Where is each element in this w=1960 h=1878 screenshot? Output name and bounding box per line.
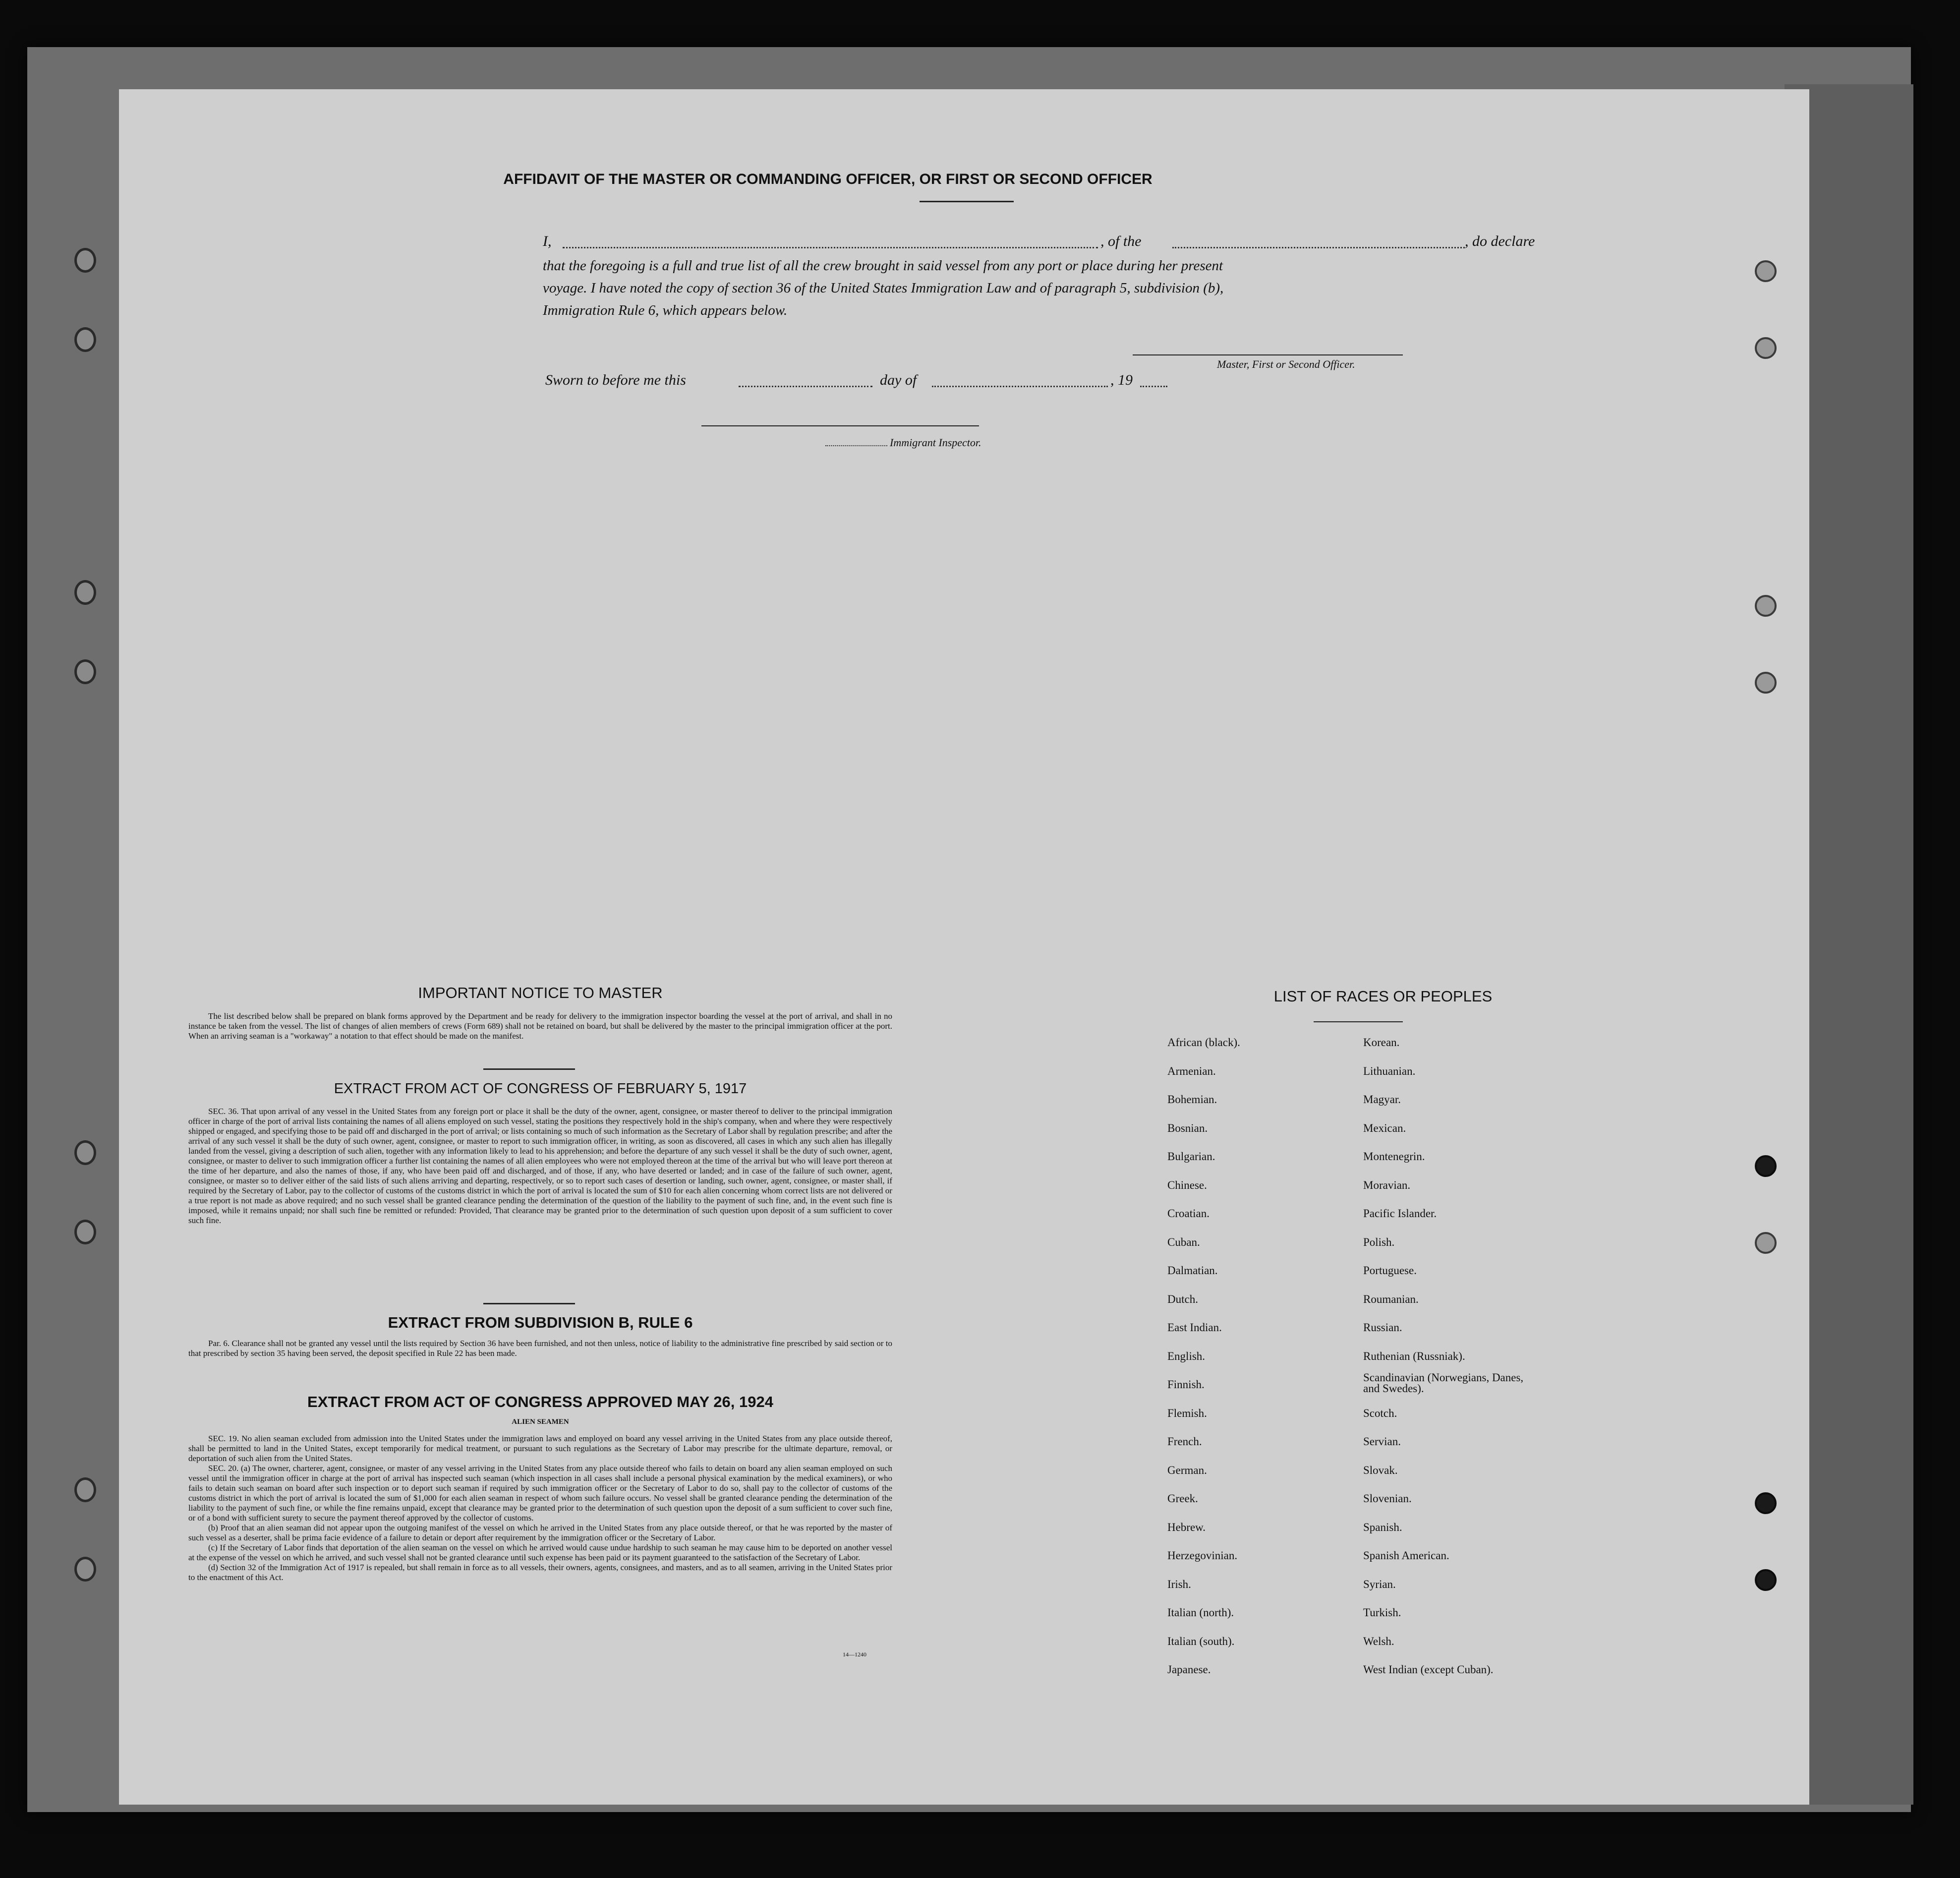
- alien-seamen-subtitle: ALIEN SEAMEN: [512, 1418, 569, 1426]
- sec-20d-paragraph: (d) Section 32 of the Immigration Act of 1917 is repealed, but shall remain in force as to all vessels, their owners, agents, consignees, and masters, and as to all seamen, arriving in the United States prior to the enactment of this Act.: [188, 1563, 892, 1582]
- race-item: Spanish.: [1363, 1521, 1402, 1533]
- binder-hole: [74, 327, 96, 352]
- race-item: Portuguese.: [1363, 1264, 1417, 1277]
- document-page: [119, 89, 1809, 1805]
- race-item: Russian.: [1363, 1321, 1402, 1334]
- race-item: Montenegrin.: [1363, 1150, 1425, 1163]
- race-item: Scandinavian (Norwegians, Danes, and Swedes).: [1363, 1371, 1524, 1395]
- notice-paragraph: The list described below shall be prepared on blank forms approved by the Department and be ready for delivery to the immigration inspector boarding the vessel at the port of arrival, and shall in no instance be taken from the vessel. The list of changes of alien members of crews (Form 689) shall not be retained on board, but shall be delivered by the master to the principal immigration officer at the port. When an arriving seaman is a "workaway" a notation to that effect should be made on the manifest.: [188, 1011, 892, 1041]
- par-6-paragraph: Par. 6. Clearance shall not be granted any vessel until the lists required by Section 36 have been furnished, and not then unless, notice of liability to the administrative fine prescribed by said section or to that prescribed by section 35 having been served, the deposit specified in Rule 22 has been made.: [188, 1339, 892, 1358]
- race-item: Herzegovinian.: [1167, 1549, 1238, 1562]
- race-item: East Indian.: [1167, 1321, 1222, 1334]
- form-number: 14—1240: [843, 1651, 866, 1658]
- inspector-signature-line[interactable]: [701, 425, 979, 426]
- race-item: Magyar.: [1363, 1093, 1401, 1106]
- sworn-month-line[interactable]: [932, 386, 1108, 387]
- race-item: Scotch.: [1363, 1407, 1397, 1419]
- sworn-label: Sworn to before me this: [545, 372, 686, 388]
- punch-hole: [1755, 1569, 1777, 1591]
- affidavit-line-2: that the foregoing is a full and true list of all the crew brought in said vessel from any port or place during her present: [543, 258, 1223, 274]
- sec-20b-paragraph: (b) Proof that an alien seaman did not appear upon the outgoing manifest of the vessel on which he arrived in the United States from any place outside thereof, or that he was reported by the master of such vessel as a deserter, shall be prima facie evidence of a failure to detain or deport after requirement by the immigration officer or the Secretary of Labor.: [188, 1523, 892, 1542]
- race-item: Syrian.: [1363, 1578, 1396, 1590]
- race-item: Dalmatian.: [1167, 1264, 1218, 1277]
- race-item: Bohemian.: [1167, 1093, 1217, 1106]
- race-item: Moravian.: [1363, 1178, 1411, 1191]
- race-item: Roumanian.: [1363, 1292, 1419, 1305]
- race-item: Flemish.: [1167, 1407, 1207, 1419]
- sworn-day-line[interactable]: [739, 386, 872, 387]
- race-item: Croatian.: [1167, 1207, 1210, 1220]
- punch-hole: [1755, 1492, 1777, 1514]
- binder-hole: [74, 1220, 96, 1244]
- master-signature-label: Master, First or Second Officer.: [1217, 358, 1355, 370]
- race-item: French.: [1167, 1435, 1202, 1448]
- binder-hole: [74, 659, 96, 684]
- race-item: Bulgarian.: [1167, 1150, 1215, 1163]
- affidavit-line-3: voyage. I have noted the copy of section 36 of the United States Immigration Law and of paragraph 5, subdivision (b),: [543, 280, 1224, 296]
- master-signature-line[interactable]: [1133, 354, 1403, 355]
- sworn-year-line[interactable]: [1140, 386, 1167, 387]
- punch-hole: [1755, 595, 1777, 617]
- day-of-label: day of: [880, 372, 917, 388]
- extract-rule6-text: [188, 1339, 892, 1358]
- race-item: African (black).: [1167, 1036, 1240, 1049]
- inspector-label: Immigrant Inspector.: [890, 436, 981, 449]
- race-item: Irish.: [1167, 1578, 1191, 1590]
- race-item: Armenian.: [1167, 1064, 1216, 1077]
- race-item: Bosnian.: [1167, 1121, 1208, 1134]
- punch-hole: [1755, 672, 1777, 694]
- sec-19-paragraph: SEC. 19. No alien seaman excluded from admission into the United States under the immigration laws and employed on board any vessel arriving in the United States from any place outside thereof, shall be permitted to land in the United States, except temporarily for medical treatment, or pursuant to such regulations as the Secretary of Labor may prescribe for the ultimate departure, removal, or deportation of such alien from the United States.: [188, 1434, 892, 1463]
- sec-20a-paragraph: SEC. 20. (a) The owner, charterer, agent, consignee, or master of any vessel arriving in the United States from any place outside thereof who fails to detain on board any alien seaman employed on such vessel until the immigration officer in charge at the port of arrival has inspected such seaman (which inspection in all cases shall include a personal physical examination by the medical examiners), or who fails to detain such seaman on board after such inspection or to deport such seaman if required by such immigration officer or the Secretary of Labor to do so, shall pay to the collector of customs of the customs district in which the port of arrival is located the sum of $1,000 for each alien seaman in respect of whom such failure occurs. No vessel shall be granted clearance pending the determination of the liability to the payment of such fine, or while the fine remains unpaid, except that clearance may be granted prior to the determination of such question upon the deposit of a sum sufficient to cover such fine, or of a bond with sufficient surety to secure the payment thereof approved by the collector of customs.: [188, 1464, 892, 1523]
- sec-20c-paragraph: (c) If the Secretary of Labor finds that deportation of the alien seaman on the vessel on which he arrived would cause undue hardship to such seaman he may cause him to be deported on another vessel at the expense of the vessel on which he arrived, and such vessel shall not be granted clearance until such expense has been paid or its payment guaranteed to the satisfaction of the Secretary of Labor.: [188, 1543, 892, 1562]
- punch-hole: [1755, 337, 1777, 359]
- race-item: Ruthenian (Russniak).: [1363, 1350, 1465, 1362]
- races-column-2: [1363, 1036, 1571, 1780]
- race-item: Finnish.: [1167, 1378, 1205, 1391]
- vessel-line[interactable]: [1172, 247, 1465, 248]
- affidavit-do-declare: , do declare: [1465, 233, 1535, 249]
- race-item: Polish.: [1363, 1235, 1395, 1248]
- race-item: Turkish.: [1363, 1606, 1401, 1619]
- notice-text: [188, 1011, 892, 1041]
- race-item: Italian (south).: [1167, 1635, 1235, 1647]
- binder-hole: [74, 1557, 96, 1582]
- sec-36-paragraph: SEC. 36. That upon arrival of any vessel in the United States from any foreign port or place it shall be the duty of the owner, agent, consignee, or master thereof to deliver to the principal immigration officer in charge of the port of arrival lists containing the names of all aliens employed on such vessel, stating the positions they respectively hold in the ship's company, when and where they were respectively shipped or engaged, and specifying those to be paid off and discharged in the port of arrival; or lists containing so much of such information as the Secretary of Labor shall by regulation prescribe; and after the arrival of any such vessel it shall be the duty of such owner, agent, consignee, or master to report to such immigration officer, in writing, as soon as discovered, all cases in which any such alien has illegally landed from the vessel, giving a description of such alien, together with any information likely to lead to his apprehension; and before the departure of any such vessel it shall be the duty of such owner, agent, consignee, or master to deliver to such immigration officer a further list containing the names of all alien employees who were not employed thereon at the time of the arrival but who will leave port thereon at the time of her departure, and also the names of those, if any, who have been paid off and discharged, and of those, if any, who have deserted or landed; and in case of the failure of such owner, agent, consignee, or master so to deliver either of the said lists of such aliens arriving and departing, respectively, or so to report such cases of desertion or landing, such owner, agent, consignee, or master shall, if required by the Secretary of Labor, pay to the collector of customs of the customs district in which the port of arrival is located the sum of $10 for each alien concerning whom correct lists are not delivered or a true report is not made as above required; and no such vessel shall be granted clearance pending the determination of the question of the liability to the payment of such fine, and, in the event such fine is imposed, while it remains unpaid; nor shall such fine be remitted or refunded: Provided, That clearance may be granted prior to the determination of such question upon deposit of a sum sufficient to cover such fine.: [188, 1107, 892, 1225]
- race-item: Lithuanian.: [1363, 1064, 1416, 1077]
- race-item: Mexican.: [1363, 1121, 1406, 1134]
- year-label: , 19: [1110, 372, 1133, 388]
- inspector-dotted-line: [825, 445, 887, 446]
- extract-1917-text: [188, 1107, 892, 1226]
- races-column-1: [1167, 1036, 1356, 1780]
- race-item: Japanese.: [1167, 1663, 1211, 1676]
- race-item: English.: [1167, 1350, 1206, 1362]
- punch-hole: [1755, 1155, 1777, 1177]
- punch-hole: [1755, 260, 1777, 282]
- notice-title: IMPORTANT NOTICE TO MASTER: [418, 984, 663, 1001]
- affidavit-title: AFFIDAVIT OF THE MASTER OR COMMANDING OFFICER, OR FIRST OR SECOND OFFICER: [503, 171, 1153, 187]
- extract-rule6-title: EXTRACT FROM SUBDIVISION B, RULE 6: [388, 1314, 693, 1331]
- affidavit-i: I,: [543, 233, 552, 249]
- binder-hole: [74, 1140, 96, 1165]
- name-line[interactable]: [563, 247, 1098, 248]
- punch-hole: [1755, 1232, 1777, 1254]
- race-item: Pacific Islander.: [1363, 1207, 1437, 1220]
- race-item: German.: [1167, 1464, 1207, 1476]
- binder-hole: [74, 580, 96, 605]
- title-underline: [920, 201, 1014, 202]
- race-item: Slovenian.: [1363, 1492, 1412, 1505]
- race-item: Italian (north).: [1167, 1606, 1234, 1619]
- race-item: Slovak.: [1363, 1464, 1398, 1476]
- race-item: Cuban.: [1167, 1235, 1200, 1248]
- binder-hole: [74, 1477, 96, 1502]
- race-item: Spanish American.: [1363, 1549, 1449, 1562]
- affidavit-of-the: , of the: [1100, 233, 1142, 249]
- race-item: Servian.: [1363, 1435, 1401, 1448]
- race-item: Hebrew.: [1167, 1521, 1206, 1533]
- extract-1924-text: [188, 1434, 892, 1583]
- race-item: Welsh.: [1363, 1635, 1394, 1647]
- race-item: West Indian (except Cuban).: [1363, 1663, 1494, 1676]
- binder-hole: [74, 248, 96, 273]
- races-title: LIST OF RACES OR PEOPLES: [1273, 988, 1493, 1005]
- race-item: Dutch.: [1167, 1292, 1198, 1305]
- affidavit-line-4: Immigration Rule 6, which appears below.: [543, 302, 788, 318]
- race-item: Chinese.: [1167, 1178, 1207, 1191]
- race-item: Korean.: [1363, 1036, 1400, 1049]
- race-item: Greek.: [1167, 1492, 1198, 1505]
- extract-1917-title: EXTRACT FROM ACT OF CONGRESS OF FEBRUARY 5, 1917: [334, 1081, 747, 1097]
- divider: [483, 1068, 575, 1070]
- races-underline: [1314, 1021, 1403, 1022]
- divider: [483, 1303, 575, 1304]
- extract-1924-title: EXTRACT FROM ACT OF CONGRESS APPROVED MAY 26, 1924: [307, 1393, 773, 1410]
